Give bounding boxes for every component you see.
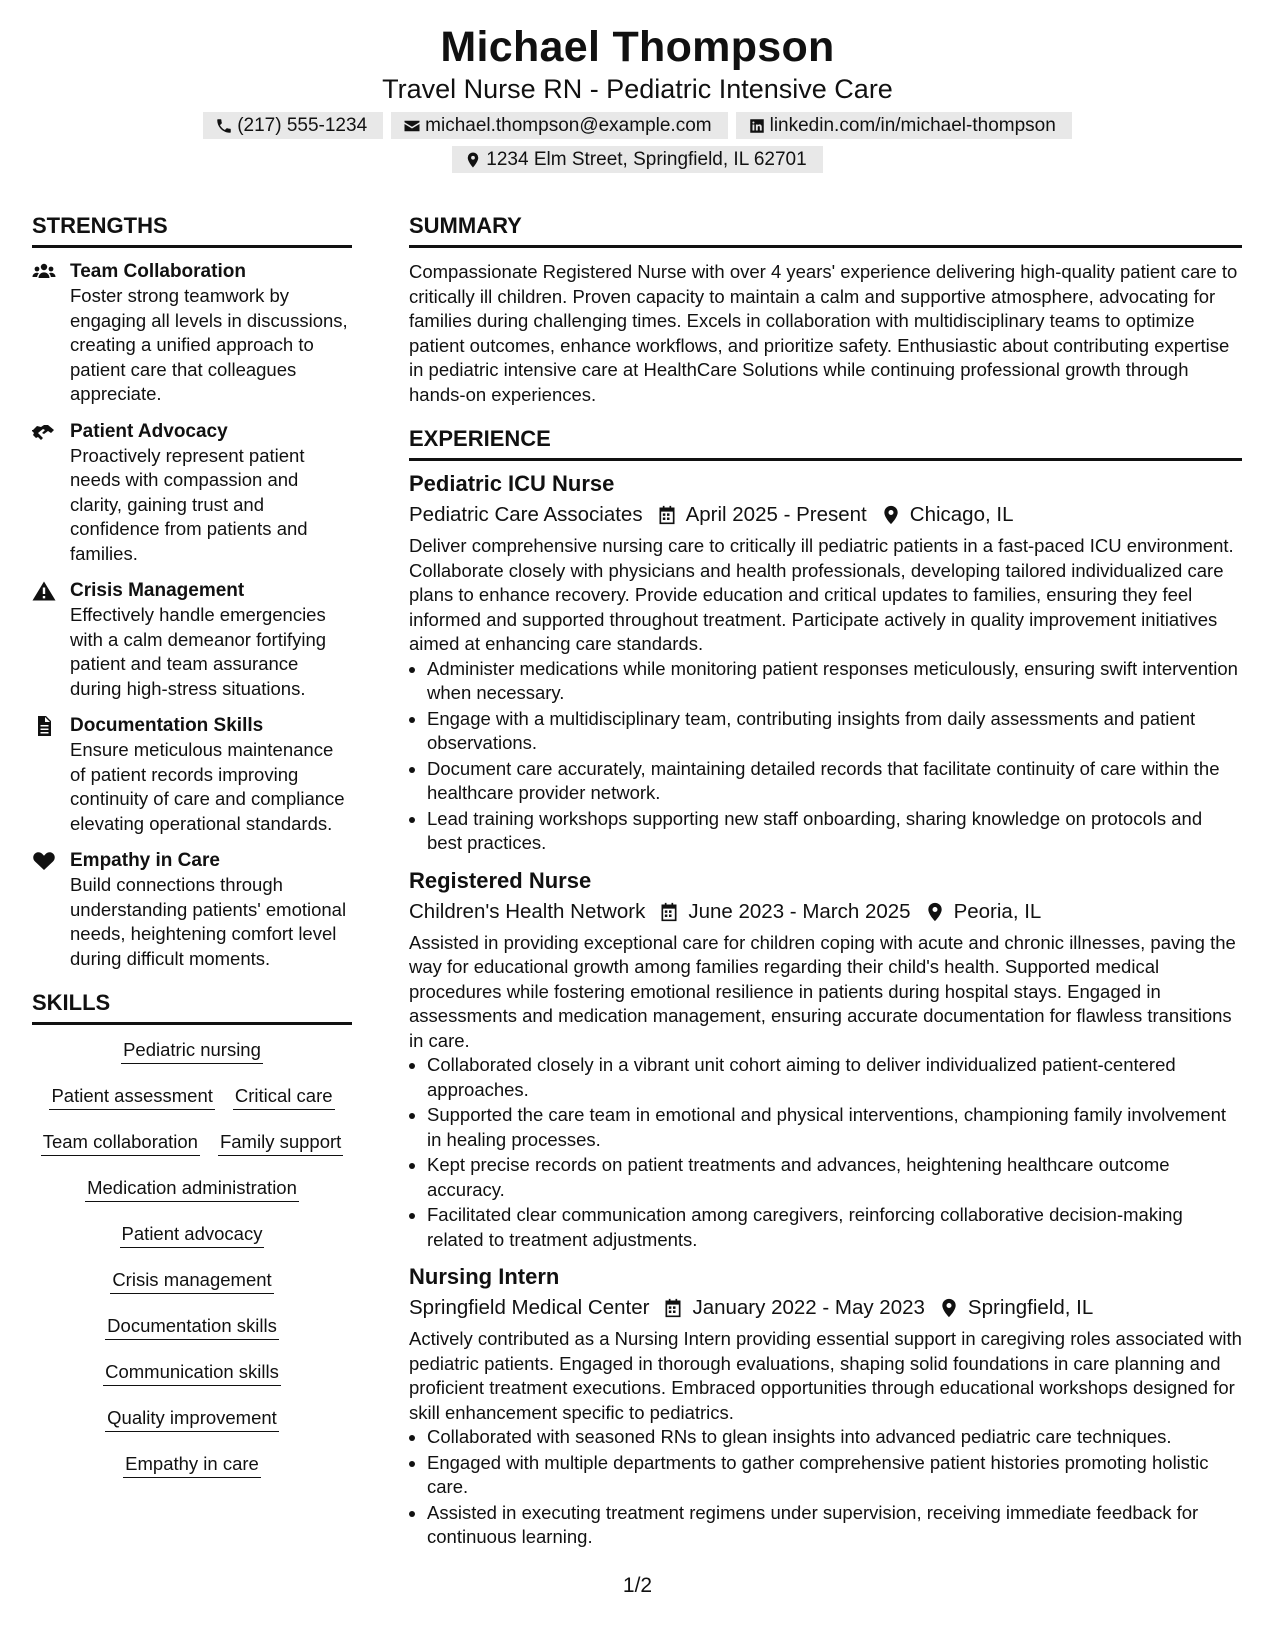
job-title: Registered Nurse bbox=[409, 867, 592, 893]
map-pin-icon bbox=[925, 902, 945, 922]
address-text: 1234 Elm Street, Springfield, IL 62701 bbox=[486, 149, 807, 170]
job-entry bbox=[409, 867, 1242, 1253]
job-dates: April 2025 - Present bbox=[685, 503, 867, 526]
contact-row bbox=[0, 112, 1275, 139]
candidate-name: Michael Thompson bbox=[440, 23, 835, 71]
skill-tag: Quality improvement bbox=[105, 1405, 279, 1432]
strengths-heading: STRENGTHS bbox=[32, 212, 352, 248]
heart-icon bbox=[32, 851, 56, 871]
job-bullets bbox=[409, 1053, 1242, 1252]
job-description: Deliver comprehensive nursing care to critically ill pediatric patients in a fast-paced ICU environment. Collaborate closely with physicians and health professionals, developing tailored individualized care plans to enhance recovery. Provide education and critical updates to families, ensuring they feel informed and supported throughout treatment. Participate actively in quality improvement initiatives aimed at enhancing care standards. bbox=[409, 535, 1234, 654]
linkedin-text: linkedin.com/in/michael-thompson bbox=[769, 115, 1056, 136]
strength-item bbox=[32, 260, 352, 407]
document-icon bbox=[32, 716, 56, 736]
job-bullet: • Assisted in executing treatment regimens under supervision, receiving immediate feedback for continuous learning. bbox=[427, 1501, 1242, 1550]
linkedin-chip[interactable] bbox=[736, 112, 1072, 139]
skill-tag: Critical care bbox=[233, 1083, 335, 1110]
strength-item bbox=[32, 849, 352, 971]
map-pin-icon bbox=[464, 151, 482, 169]
job-bullet: • Supported the care team in emotional and physical interventions, championing family involvement in healing processes. bbox=[427, 1103, 1242, 1152]
job-bullet: • Document care accurately, maintaining detailed records that facilitate continuity of care within the healthcare provider network. bbox=[427, 757, 1242, 806]
job-bullets bbox=[409, 1425, 1242, 1550]
skill-tag: Pediatric nursing bbox=[121, 1037, 263, 1064]
strength-item bbox=[32, 579, 352, 701]
linkedin-icon bbox=[748, 117, 766, 135]
skill-tag: Crisis management bbox=[110, 1267, 273, 1294]
skill-tag: Patient advocacy bbox=[120, 1221, 265, 1248]
calendar-icon bbox=[659, 902, 679, 922]
job-bullet: • Engaged with multiple departments to gather comprehensive patient histories promoting holistic care. bbox=[427, 1451, 1242, 1500]
job-bullet: • Kept precise records on patient treatments and advances, heightening healthcare outcome accuracy. bbox=[427, 1153, 1242, 1202]
email-chip[interactable] bbox=[391, 112, 727, 139]
job-entry bbox=[409, 1263, 1242, 1550]
job-description: Actively contributed as a Nursing Intern providing essential support in caregiving roles associated with pediatric patients. Engaged in thorough evaluations, shaping solid foundations in care planning and proficient treatment executions. Embraced opportunities through educational workshops designed for skill enhancement specific to pediatrics. bbox=[409, 1328, 1242, 1423]
strength-desc: Ensure meticulous maintenance of patient records improving continuity of care and compliance elevating operational standards. bbox=[70, 739, 345, 834]
skill-tag: Medication administration bbox=[85, 1175, 299, 1202]
strength-desc: Foster strong teamwork by engaging all levels in discussions, creating a unified approach to patient care that colleagues appreciate. bbox=[70, 285, 348, 404]
job-bullet: • Lead training workshops supporting new staff onboarding, sharing knowledge on protocols and best practices. bbox=[427, 807, 1242, 856]
email-text: michael.thompson@example.com bbox=[425, 115, 712, 136]
warning-icon bbox=[32, 581, 56, 601]
phone-text: (217) 555-1234 bbox=[237, 115, 368, 136]
map-pin-icon bbox=[939, 1298, 959, 1318]
job-location: Peoria, IL bbox=[953, 899, 1042, 923]
phone-icon bbox=[215, 117, 233, 135]
resume-header bbox=[0, 22, 1275, 173]
job-title: Nursing Intern bbox=[409, 1264, 560, 1289]
strength-item bbox=[32, 420, 352, 567]
strength-title: Documentation Skills bbox=[70, 715, 264, 736]
strength-desc: Effectively handle emergencies with a calm demeanor fortifying patient and team assurance during high-stress situations. bbox=[70, 604, 327, 699]
skill-tag: Documentation skills bbox=[105, 1313, 279, 1340]
job-dates: June 2023 - March 2025 bbox=[688, 899, 911, 923]
skill-tag: Empathy in care bbox=[123, 1451, 261, 1478]
left-column bbox=[32, 212, 352, 1497]
strength-title: Team Collaboration bbox=[70, 261, 246, 282]
summary-text: Compassionate Registered Nurse with over 4 years' experience delivering high-quality patient care to critically ill children. Proven capacity to maintain a calm and supportive atmosphere, advocating for families during challenging times. Excels in collaboration with multidisciplinary teams to optimize patient outcomes, enhance workflows, and prioritize safety. Enthusiastic about contributing expertise in pediatric intensive care at HealthCare Solutions while continuing professional growth through hands-on experiences. bbox=[409, 261, 1238, 405]
job-title: Pediatric ICU Nurse bbox=[409, 471, 615, 496]
job-meta bbox=[409, 1294, 1242, 1322]
envelope-icon bbox=[403, 117, 421, 135]
phone-chip[interactable] bbox=[203, 112, 383, 139]
job-meta bbox=[409, 898, 1242, 926]
page-number: 1/2 bbox=[622, 1574, 653, 1597]
strength-desc: Build connections through understanding patients' emotional needs, heightening comfort level during difficult moments. bbox=[70, 874, 347, 969]
job-company: Children's Health Network bbox=[409, 899, 646, 923]
address-chip bbox=[452, 146, 822, 173]
right-column bbox=[409, 212, 1242, 1564]
job-dates: January 2022 - May 2023 bbox=[692, 1296, 925, 1319]
job-entry bbox=[409, 470, 1242, 856]
job-company: Pediatric Care Associates bbox=[409, 503, 643, 526]
skills-heading: SKILLS bbox=[32, 989, 352, 1025]
job-bullet: • Administer medications while monitoring patient responses meticulously, ensuring swift intervention when necessary. bbox=[427, 657, 1242, 706]
experience-heading: EXPERIENCE bbox=[409, 425, 1242, 461]
strength-title: Empathy in Care bbox=[70, 850, 220, 871]
job-bullet: • Engage with a multidisciplinary team, contributing insights from daily assessments and patient observations. bbox=[427, 707, 1242, 756]
job-bullet: • Collaborated closely in a vibrant unit cohort aiming to deliver individualized patient-centered approaches. bbox=[427, 1053, 1242, 1102]
skill-tag: Team collaboration bbox=[41, 1129, 200, 1156]
skill-tag: Communication skills bbox=[103, 1359, 281, 1386]
summary-heading: SUMMARY bbox=[409, 212, 1242, 248]
calendar-icon bbox=[657, 505, 677, 525]
skills-list bbox=[32, 1037, 352, 1497]
strength-desc: Proactively represent patient needs with compassion and clarity, gaining trust and confidence from patients and families. bbox=[70, 444, 308, 564]
job-meta bbox=[409, 501, 1242, 529]
job-bullet: • Collaborated with seasoned RNs to glean insights into advanced pediatric care techniques. bbox=[427, 1425, 1242, 1450]
strength-title: Patient Advocacy bbox=[70, 420, 228, 442]
job-company: Springfield Medical Center bbox=[409, 1296, 650, 1319]
skill-tag: Patient assessment bbox=[49, 1083, 214, 1110]
strength-item bbox=[32, 714, 352, 836]
job-location: Springfield, IL bbox=[967, 1296, 1094, 1319]
job-bullets bbox=[409, 657, 1242, 856]
job-bullet: • Facilitated clear communication among caregivers, reinforcing collaborative decision-making related to treatment adjustments. bbox=[427, 1203, 1242, 1252]
users-icon bbox=[32, 262, 56, 282]
job-description: Assisted in providing exceptional care for children coping with acute and chronic illnesses, paving the way for educational growth among families regarding their child's health. Supported medical procedures while fostering emotional resilience in patients during hospital stays. Engaged in assessments and medication management, ensuring accurate documentation for flawless transitions in care. bbox=[409, 931, 1236, 1051]
address-row bbox=[0, 146, 1275, 173]
strength-title: Crisis Management bbox=[70, 580, 245, 601]
map-pin-icon bbox=[881, 505, 901, 525]
handshake-icon bbox=[32, 422, 56, 442]
calendar-icon bbox=[663, 1298, 683, 1318]
candidate-title: Travel Nurse RN - Pediatric Intensive Care bbox=[382, 74, 893, 104]
skill-tag: Family support bbox=[218, 1129, 343, 1156]
job-location: Chicago, IL bbox=[909, 503, 1014, 526]
